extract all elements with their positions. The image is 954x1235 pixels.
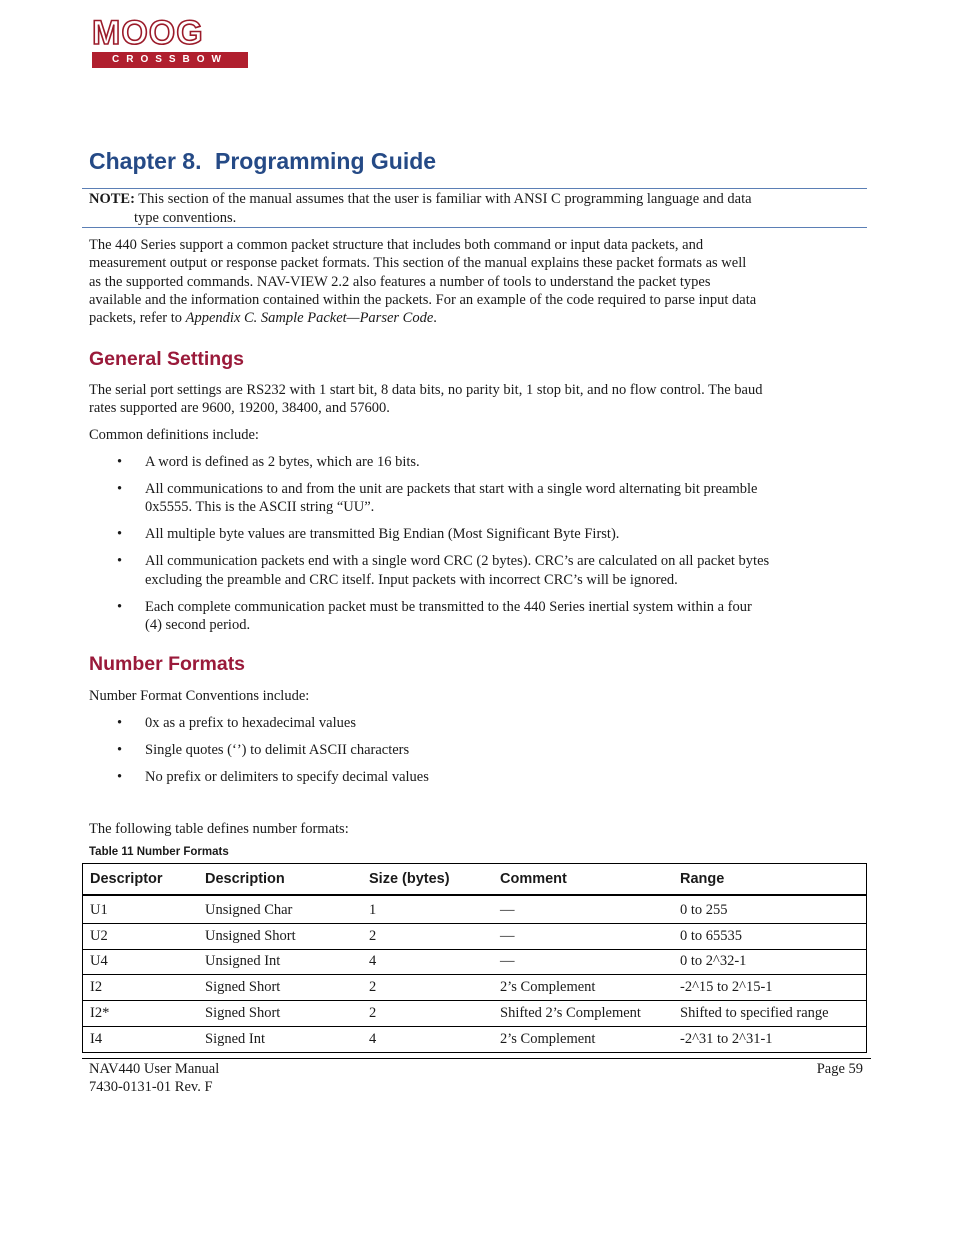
number-format-list [89, 714, 869, 786]
table-cell: 0 to 65535 [673, 923, 867, 949]
manual-name: NAV440 User Manual [89, 1061, 220, 1077]
table-cell: Signed Short [198, 1001, 362, 1027]
general-settings-heading: General Settings [89, 348, 244, 370]
list-item: • All multiple byte values are transmitted Big Endian (Most Significant Byte First). [89, 525, 869, 543]
intro-line: as the supported commands. NAV-VIEW 2.2 also features a number of tools to understand the packet types [89, 273, 711, 290]
list-item: • No prefix or delimiters to specify decimal values [89, 768, 869, 786]
column-header: Description [198, 864, 362, 896]
column-header: Comment [493, 864, 673, 896]
note-text: This section of the manual assumes that the user is familiar with ANSI C programming language and data [134, 191, 752, 207]
table-cell: -2^31 to 2^31-1 [673, 1026, 867, 1052]
note-label: NOTE: [89, 191, 135, 207]
logo-subword: CROSSBOW [92, 52, 248, 68]
table-cell: Unsigned Short [198, 923, 362, 949]
table-cell: Shifted to specified range [673, 1001, 867, 1027]
table-cell: I2* [83, 1001, 199, 1027]
intro-line-end: . [433, 310, 437, 327]
note-line-1 [89, 191, 752, 208]
table-header-row [83, 864, 867, 896]
table-row [83, 923, 867, 949]
serial-line: rates supported are 9600, 19200, 38400, and 57600. [89, 400, 390, 417]
table-cell: 1 [369, 901, 377, 918]
appendix-reference: Appendix C. Sample Packet—Parser Code [185, 310, 434, 327]
table-cell: U2 [83, 923, 199, 949]
table-cell: — [493, 923, 673, 949]
table-cell: 2 [362, 923, 493, 949]
table-cell: Signed Int [198, 1026, 362, 1052]
document-number: 7430-0131-01 Rev. F [89, 1079, 213, 1096]
column-header: Range [673, 864, 867, 896]
table-cell: 4 [362, 949, 493, 975]
common-definitions-intro: Common definitions include: [89, 427, 259, 443]
list-item: • Each complete communication packet must be transmitted to the 440 Series inertial system within a four (4) second period. [89, 598, 869, 635]
chapter-title [89, 148, 436, 175]
table-cell: Shifted 2’s Complement [493, 1001, 673, 1027]
number-format-intro: Number Format Conventions include: [89, 688, 310, 704]
moog-crossbow-logo [92, 14, 250, 68]
serial-settings-paragraph [89, 381, 869, 418]
serial-line: The serial port settings are RS232 with 1 start bit, 8 data bits, no parity bit, 1 stop bit, and no flow control. The baud [89, 382, 763, 398]
column-header: Descriptor [83, 864, 199, 896]
intro-line: available and the information contained within the packets. For an example of the code required to parse input data [89, 291, 757, 308]
table-row [83, 949, 867, 975]
table-cell: U4 [83, 949, 199, 975]
footer-left [89, 1060, 219, 1097]
table-cell: 2’s Complement [493, 1026, 673, 1052]
table-cell: I2 [83, 975, 199, 1001]
table-cell: -2^15 to 2^15-1 [673, 975, 867, 1001]
note-box [82, 188, 867, 228]
table-row [83, 1026, 867, 1052]
table-row [83, 1001, 867, 1027]
list-item: • All communication packets end with a single word CRC (2 bytes). CRC’s are calculated on all packet bytes excluding the preamble and CRC itself. Input packets with incorrect CRC’s will be ignored. [89, 552, 869, 589]
table-row [83, 975, 867, 1001]
number-formats-table [82, 863, 867, 1053]
chapter-name: Programming Guide [215, 148, 437, 174]
table-cell: 2 [362, 1001, 493, 1027]
table-cell: Unsigned Char [205, 901, 293, 918]
page-number: Page 59 [816, 1061, 863, 1077]
list-item: • Single quotes (‘’) to delimit ASCII characters [89, 741, 869, 759]
table-cell: 2’s Complement [493, 975, 673, 1001]
intro-paragraph [89, 236, 869, 327]
table-cell: Unsigned Int [198, 949, 362, 975]
list-item: • All communications to and from the unit are packets that start with a single word alternating bit preamble 0x5555. This is the ASCII string “UU”. [89, 480, 869, 517]
table-intro: The following table defines number formats: [89, 821, 349, 837]
list-item: • A word is defined as 2 bytes, which are 16 bits. [89, 453, 869, 471]
logo-wordmark: MOOG [92, 14, 204, 52]
common-definitions-list [89, 453, 869, 634]
table-cell: — [500, 901, 515, 918]
table-row [83, 895, 867, 923]
table-caption: Table 11 Number Formats [89, 846, 229, 858]
intro-line: measurement output or response packet formats. This section of the manual explains these packet formats as well [89, 255, 747, 272]
intro-line: The 440 Series support a common packet structure that includes both command or input data packets, and [89, 237, 704, 253]
table-cell: Signed Short [198, 975, 362, 1001]
table-cell: 0 to 2^32-1 [673, 949, 867, 975]
table-cell: U1 [90, 901, 108, 918]
intro-line: packets, refer to [89, 310, 186, 327]
column-header: Size (bytes) [362, 864, 493, 896]
list-item: • 0x as a prefix to hexadecimal values [89, 714, 869, 732]
table-cell: I4 [83, 1026, 199, 1052]
chapter-number: Chapter 8. [89, 148, 202, 174]
table-cell: 2 [362, 975, 493, 1001]
table-cell: — [493, 949, 673, 975]
note-line-2: type conventions. [134, 210, 237, 226]
table-cell: 0 to 255 [680, 901, 728, 918]
footer-divider [82, 1058, 871, 1059]
number-formats-heading: Number Formats [89, 653, 246, 675]
table-cell: 4 [362, 1026, 493, 1052]
